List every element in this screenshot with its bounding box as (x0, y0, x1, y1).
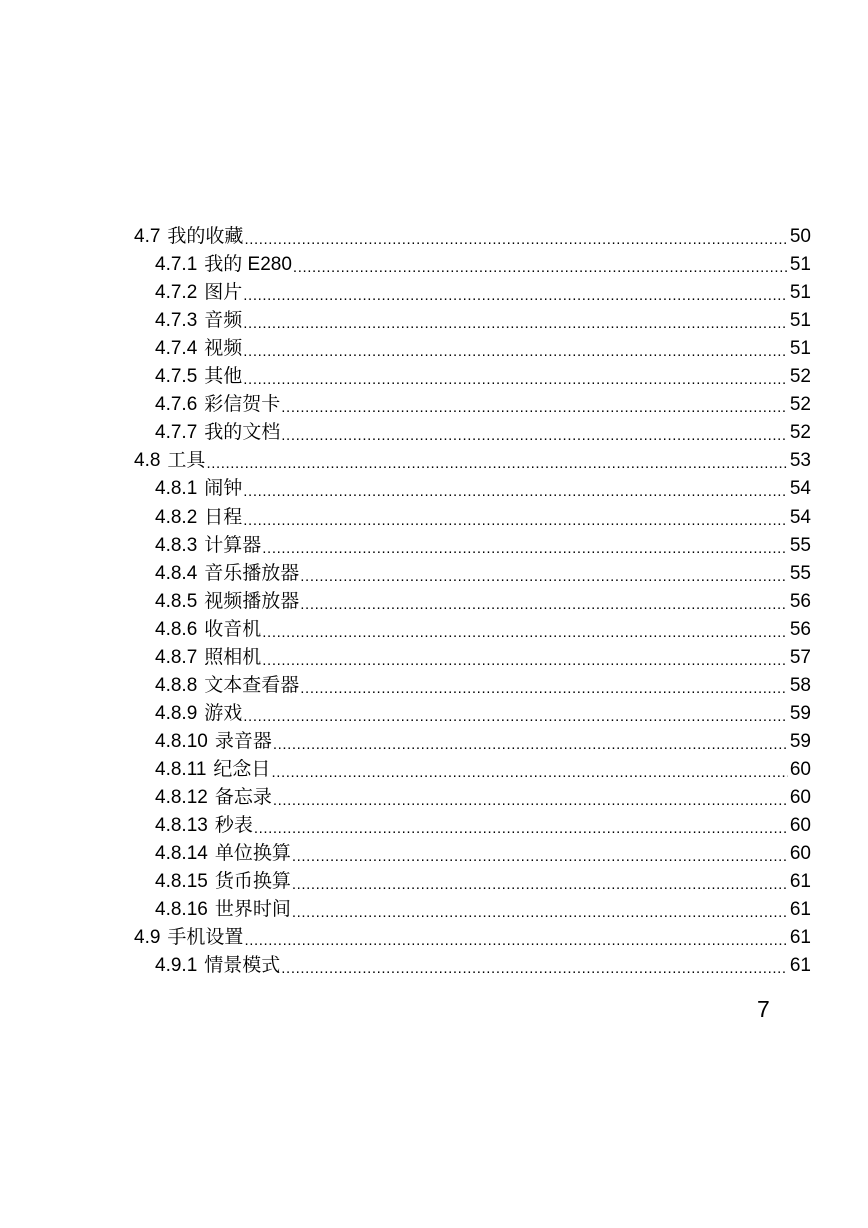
toc-entry-title: 备忘录 (214, 786, 272, 808)
toc-dot-leader (243, 363, 788, 391)
toc-entry-number: 4.8.3 (155, 534, 198, 556)
toc-entry-page: 52 (789, 366, 811, 388)
toc-entry-title: 收音机 (204, 618, 262, 640)
toc-dot-leader (300, 560, 788, 588)
toc-entry-title: 工具 (167, 450, 206, 472)
toc-entry-title: 彩信贺卡 (204, 394, 281, 416)
toc-dot-leader (271, 756, 787, 784)
toc-subsection-entry[interactable] (134, 644, 811, 672)
toc-entry-number: 4.8 (134, 450, 161, 472)
toc-entry-title: 情景模式 (204, 955, 281, 977)
toc-entry-number: 4.7.1 (155, 254, 198, 276)
toc-entry-page: 60 (789, 843, 811, 865)
toc-dot-leader (243, 279, 788, 307)
toc-subsection-entry[interactable] (134, 503, 811, 531)
toc-entry-page: 59 (789, 730, 811, 752)
toc-entry-number: 4.7.7 (155, 422, 198, 444)
toc-entry-title: 秒表 (214, 815, 253, 837)
toc-entry-title: 单位换算 (214, 843, 291, 865)
toc-dot-leader (244, 223, 787, 251)
toc-dot-leader (243, 335, 788, 363)
toc-dot-leader (262, 616, 788, 644)
toc-dot-leader (300, 672, 788, 700)
toc-dot-leader (243, 307, 788, 335)
toc-dot-leader (243, 504, 788, 532)
toc-dot-leader (281, 419, 788, 447)
toc-entry-title: 世界时间 (214, 899, 291, 921)
toc-dot-leader (293, 251, 788, 279)
toc-entry-page: 51 (789, 310, 811, 332)
page-number: 7 (757, 996, 770, 1022)
toc-dot-leader (262, 532, 788, 560)
toc-entry-page: 53 (789, 450, 811, 472)
toc-entry-title: 日程 (204, 506, 243, 528)
toc-entry-number: 4.8.16 (155, 899, 208, 921)
toc-entry-number: 4.8.2 (155, 506, 198, 528)
toc-entry-title: 音乐播放器 (204, 562, 300, 584)
toc-subsection-entry[interactable] (134, 251, 811, 279)
toc-entry-title: 视频 (204, 338, 243, 360)
toc-subsection-entry[interactable] (134, 279, 811, 307)
toc-entry-page: 60 (789, 758, 811, 780)
toc-section-entry[interactable] (134, 924, 811, 952)
toc-entry-page: 51 (789, 282, 811, 304)
toc-entry-page: 60 (789, 815, 811, 837)
toc-entry-number: 4.8.8 (155, 674, 198, 696)
toc-dot-leader (292, 868, 788, 896)
toc-dot-leader (300, 588, 788, 616)
toc-entry-title: 游戏 (204, 702, 243, 724)
toc-entry-number: 4.8.15 (155, 871, 208, 893)
toc-dot-leader (281, 391, 788, 419)
toc-subsection-entry[interactable] (134, 840, 811, 868)
toc-entry-number: 4.8.1 (155, 478, 198, 500)
toc-entry-page: 57 (789, 646, 811, 668)
toc-entry-title: 货币换算 (214, 871, 291, 893)
toc-entry-title: 计算器 (204, 534, 262, 556)
toc-entry-title: 我的文档 (204, 422, 281, 444)
toc-subsection-entry[interactable] (134, 335, 811, 363)
toc-entry-title: 我的 E280 (204, 254, 292, 276)
toc-entry-page: 55 (789, 534, 811, 556)
toc-dot-leader (262, 644, 788, 672)
toc-subsection-entry[interactable] (134, 672, 811, 700)
toc-entry-page: 50 (789, 226, 811, 248)
table-of-contents (134, 223, 811, 980)
toc-subsection-entry[interactable] (134, 616, 811, 644)
toc-entry-page: 54 (789, 506, 811, 528)
toc-dot-leader (292, 840, 788, 868)
toc-subsection-entry[interactable] (134, 896, 811, 924)
toc-subsection-entry[interactable] (134, 307, 811, 335)
toc-entry-page: 58 (789, 674, 811, 696)
toc-entry-title: 图片 (204, 282, 243, 304)
toc-entry-page: 52 (789, 422, 811, 444)
toc-entry-title: 音频 (204, 310, 243, 332)
toc-subsection-entry[interactable] (134, 391, 811, 419)
toc-entry-number: 4.8.14 (155, 843, 208, 865)
toc-subsection-entry[interactable] (134, 784, 811, 812)
toc-dot-leader (292, 896, 788, 924)
toc-entry-page: 61 (789, 871, 811, 893)
toc-entry-page: 60 (789, 786, 811, 808)
toc-subsection-entry[interactable] (134, 419, 811, 447)
toc-entry-page: 61 (789, 899, 811, 921)
toc-entry-number: 4.8.4 (155, 562, 198, 584)
toc-entry-title: 闹钟 (204, 478, 243, 500)
toc-subsection-entry[interactable] (134, 756, 811, 784)
toc-subsection-entry[interactable] (134, 700, 811, 728)
toc-subsection-entry[interactable] (134, 532, 811, 560)
toc-entry-page: 52 (789, 394, 811, 416)
toc-entry-page: 61 (789, 927, 811, 949)
toc-subsection-entry[interactable] (134, 363, 811, 391)
toc-dot-leader (281, 952, 788, 980)
toc-entry-title: 纪念日 (213, 758, 271, 780)
toc-entry-number: 4.8.9 (155, 702, 198, 724)
toc-entry-number: 4.7.2 (155, 282, 198, 304)
toc-entry-title: 其他 (204, 366, 243, 388)
toc-entry-number: 4.8.12 (155, 786, 208, 808)
toc-subsection-entry[interactable] (134, 588, 811, 616)
toc-subsection-entry[interactable] (134, 560, 811, 588)
toc-entry-number: 4.7.6 (155, 394, 198, 416)
toc-entry-title: 照相机 (204, 646, 262, 668)
toc-entry-number: 4.8.13 (155, 815, 208, 837)
toc-entry-number: 4.8.7 (155, 646, 198, 668)
toc-dot-leader (254, 812, 788, 840)
toc-entry-page: 56 (789, 590, 811, 612)
toc-entry-number: 4.8.11 (155, 758, 207, 780)
toc-entry-page: 55 (789, 562, 811, 584)
toc-dot-leader (243, 700, 788, 728)
toc-entry-number: 4.8.10 (155, 730, 208, 752)
toc-entry-title: 视频播放器 (204, 590, 300, 612)
toc-dot-leader (273, 728, 788, 756)
toc-entry-number: 4.7.5 (155, 366, 198, 388)
toc-entry-page: 51 (789, 338, 811, 360)
toc-dot-leader (244, 924, 787, 952)
toc-subsection-entry[interactable] (134, 812, 811, 840)
toc-section-entry[interactable] (134, 223, 811, 251)
toc-entry-number: 4.7.3 (155, 310, 198, 332)
toc-entry-title: 录音器 (214, 730, 272, 752)
toc-entry-page: 54 (789, 478, 811, 500)
toc-section-entry[interactable] (134, 447, 811, 475)
toc-subsection-entry[interactable] (134, 728, 811, 756)
toc-entry-title: 文本查看器 (204, 674, 300, 696)
toc-dot-leader (243, 475, 788, 503)
toc-entry-number: 4.7 (134, 226, 161, 248)
toc-entry-number: 4.9.1 (155, 955, 198, 977)
toc-dot-leader (273, 784, 788, 812)
toc-entry-title: 手机设置 (167, 927, 244, 949)
toc-subsection-entry[interactable] (134, 868, 811, 896)
toc-entry-page: 61 (789, 955, 811, 977)
toc-entry-number: 4.7.4 (155, 338, 198, 360)
toc-entry-number: 4.9 (134, 927, 161, 949)
toc-dot-leader (206, 447, 787, 475)
toc-entry-title: 我的收藏 (167, 226, 244, 248)
toc-entry-page: 51 (789, 254, 811, 276)
toc-entry-page: 59 (789, 702, 811, 724)
toc-entry-number: 4.8.6 (155, 618, 198, 640)
toc-entry-number: 4.8.5 (155, 590, 198, 612)
toc-subsection-entry[interactable] (134, 952, 811, 980)
toc-entry-page: 56 (789, 618, 811, 640)
toc-subsection-entry[interactable] (134, 475, 811, 503)
